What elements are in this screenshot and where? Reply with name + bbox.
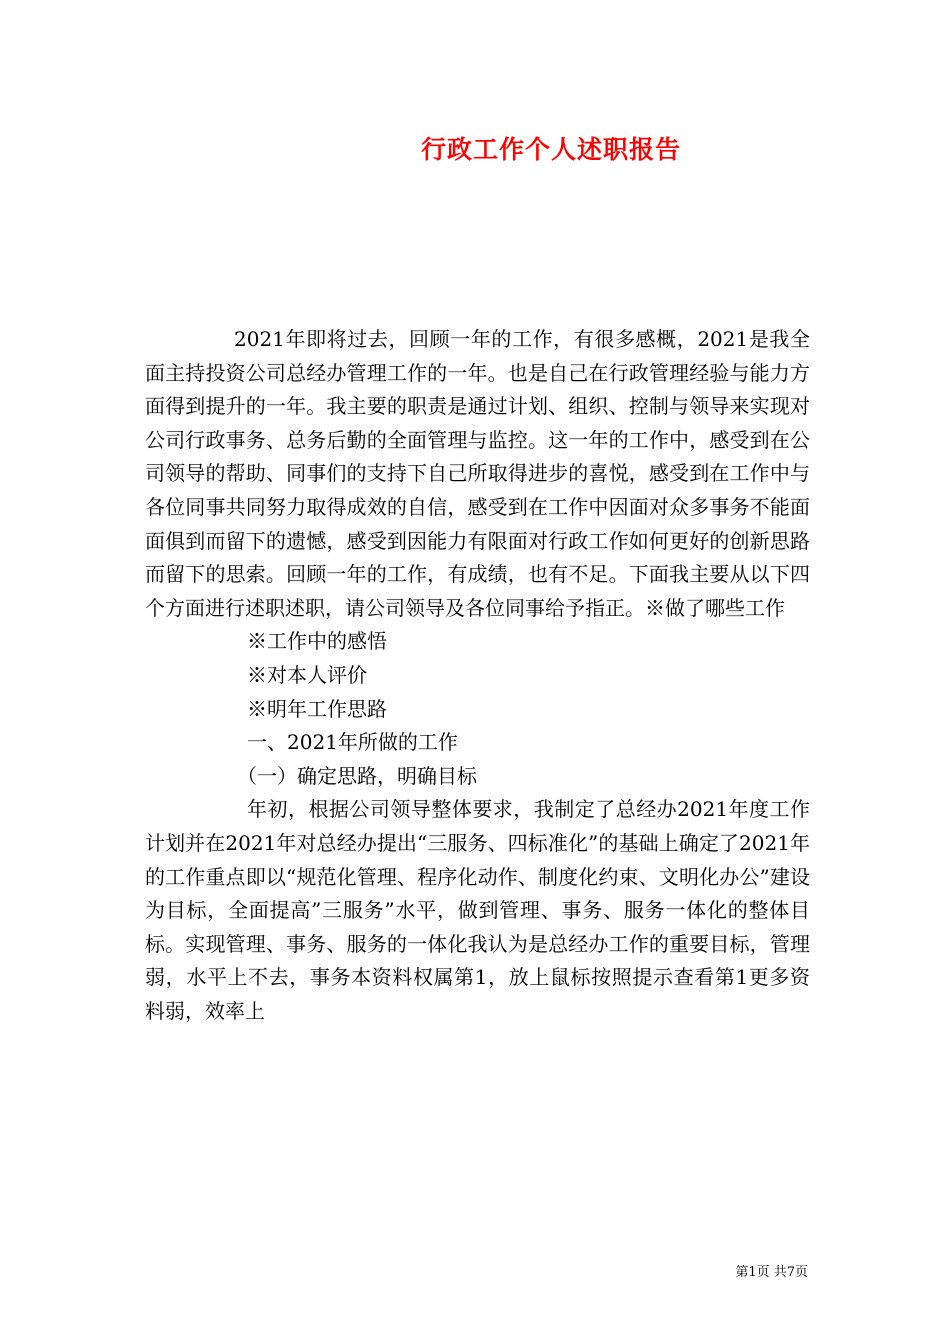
outline-item-3: ※明年工作思路 xyxy=(247,696,387,721)
page-indicator: 第1页 共7页 xyxy=(735,1265,808,1280)
section-heading: 一、2021年所做的工作 xyxy=(247,730,458,755)
document-body xyxy=(145,323,810,1028)
outline-item-1: ※工作中的感悟 xyxy=(247,629,387,654)
intro-paragraph: 2021年即将过去，回顾一年的工作，有很多感概，2021是我全面主持投资公司总经办管理工作的一年。也是自己在行政管理经验与能力方面得到提升的一年。我主要的职责是通过计划、组织、控制与领导来实现对公司行政事务、总务后勤的全面管理与监控。这一年的工作中，感受到在公司领导的帮助、同事们的支持下自己所取得进步的喜悦，感受到在工作中与各位同事共同努力取得成效的自信，感受到在工作中因面对众多事务不能面面俱到而留下的遗憾，感受到因能力有限面对行政工作如何更好的创新思路而留下的思索。回顾一年的工作，有成绩，也有不足。下面我主要从以下四个方面进行述职述职，请公司领导及各位同事给予指正。※做了哪些工作 xyxy=(145,327,810,620)
outline-item-2: ※对本人评价 xyxy=(247,662,367,687)
subsection-heading: （一）确定思路，明确目标 xyxy=(237,763,477,788)
body-paragraph: 年初，根据公司领导整体要求，我制定了总经办2021年度工作计划并在2021年对总经办提出“三服务、四标准化”的基础上确定了2021年的工作重点即以“规范化管理、程序化动作、制度化约束、文明化办公”建设为目标，全面提高”三服务”水平，做到管理、事务、服务一体化的整体目标。实现管理、事务、服务的一体化我认为是总经办工作的重要目标，管理弱，水平上不去，事务本资料权属第1，放上鼠标按照提示查看第1更多资料弱，效率上 xyxy=(145,797,810,1023)
document-title: 行政工作个人述职报告 xyxy=(420,135,681,164)
